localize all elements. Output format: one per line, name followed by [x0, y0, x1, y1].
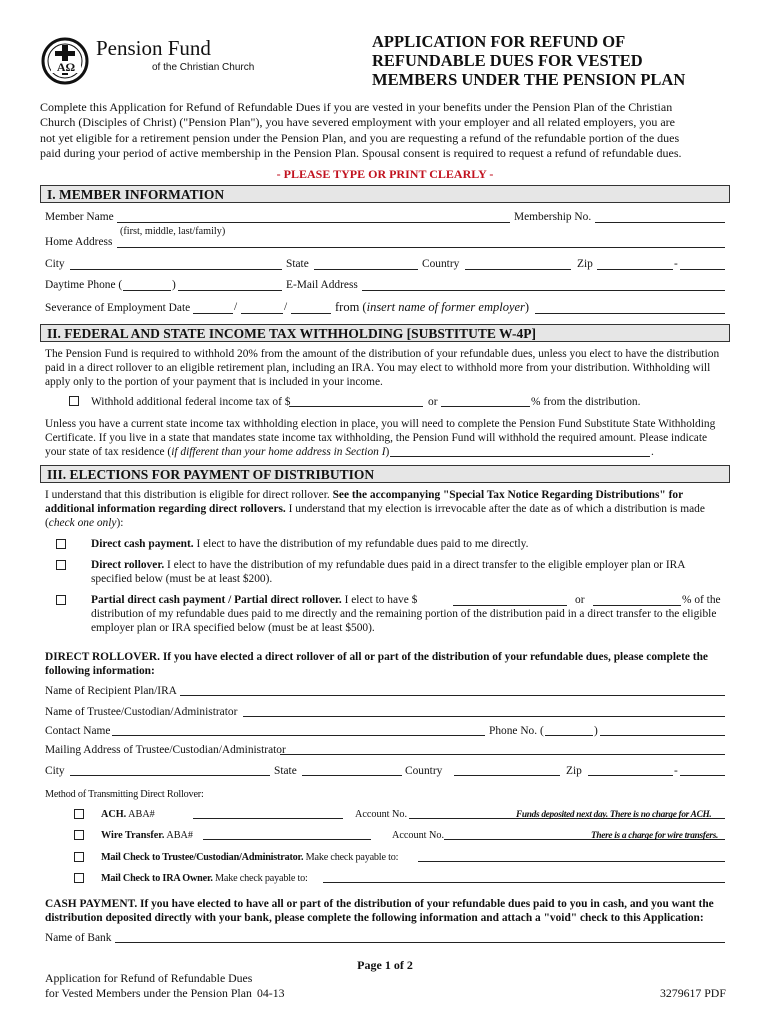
ach-aba-field[interactable]: [193, 818, 343, 819]
elections-text: (: [45, 517, 49, 530]
state-withholding-line: Certificate. If you live in a state that mandates state income tax withholding, the Pension Fund will withhold the required amount. Please indicate: [45, 432, 708, 445]
mail-check-ira-label: [101, 871, 308, 886]
rollover-zip-ext-field[interactable]: [680, 775, 725, 776]
mail-check-trustee-checkbox[interactable]: [74, 852, 84, 862]
wire-aba-field[interactable]: [203, 839, 371, 840]
rollover-city-field[interactable]: [70, 775, 270, 776]
state-field[interactable]: [314, 269, 418, 270]
option-text: I elect to have the distribution of my refundable dues paid in a direct transfer to the eligible employer plan or IRA: [164, 559, 686, 571]
member-name-hint: (first, middle, last/family): [120, 226, 226, 237]
home-address-label: Home Address: [45, 236, 113, 248]
mail-check-ira-checkbox[interactable]: [74, 873, 84, 883]
withhold-percent-field[interactable]: [441, 406, 530, 407]
withhold-additional-label: Withhold additional federal income tax of $: [91, 396, 291, 408]
mailing-address-field[interactable]: [280, 754, 725, 755]
partial-or: or: [575, 594, 585, 606]
date-slash: /: [234, 301, 238, 313]
contact-name-label: Contact Name: [45, 725, 111, 737]
country-label: Country: [422, 258, 460, 270]
phone-label: Phone No. (: [489, 725, 544, 737]
country-field[interactable]: [465, 269, 571, 270]
rollover-country-label: Country: [405, 765, 443, 777]
tax-residence-close: ): [385, 446, 390, 459]
zip-label: Zip: [577, 258, 593, 270]
withhold-percent-label: % from the distribution.: [531, 396, 641, 408]
severance-day-field[interactable]: [241, 313, 283, 314]
rollover-country-field[interactable]: [454, 775, 560, 776]
direct-rollover-heading: [45, 650, 708, 678]
mail-check-ira-field[interactable]: [323, 882, 725, 883]
bank-name-label: Name of Bank: [45, 932, 112, 944]
former-employer-label: [335, 300, 529, 315]
member-name-label: Member Name: [45, 211, 114, 223]
mail-ira-text: Make check payable to:: [212, 873, 308, 884]
phone-number-field[interactable]: [178, 290, 282, 291]
option-line: distribution of my refundable dues paid to me directly and the remaining portion of the distribution paid in a direct transfer to the eligible: [91, 608, 717, 621]
option-text: I elect to have the distribution of my refundable dues paid to me directly.: [193, 538, 529, 550]
elections-text: I understand that this distribution is eligible for direct rollover.: [45, 489, 333, 501]
option-line: specified below (must be at least $200).: [91, 573, 273, 586]
withhold-additional-checkbox[interactable]: [69, 396, 79, 406]
elections-line: [45, 488, 705, 502]
direct-cash-payment-option: [91, 537, 528, 552]
intro-line: not yet eligible for a retirement pension under the Pension Plan, and you are requesting a refund of the refundable portion of the dues: [40, 130, 680, 145]
wire-label: [101, 828, 193, 843]
severance-label: Severance of Employment Date: [45, 302, 191, 314]
recipient-plan-field[interactable]: [180, 695, 725, 696]
from-close: ): [524, 300, 530, 314]
trustee-name-field[interactable]: [243, 716, 725, 717]
rollover-phone-number-field[interactable]: [600, 735, 725, 736]
elections-italic: check one only: [48, 517, 117, 530]
tax-residence-period: .: [651, 446, 654, 458]
elections-line: [45, 502, 705, 516]
email-field[interactable]: [362, 290, 725, 291]
withhold-amount-field[interactable]: [289, 406, 423, 407]
partial-percent-field[interactable]: [593, 605, 681, 606]
ach-aba: ABA#: [126, 809, 155, 820]
elections-text: I understand that my election is irrevocable after the date as of which a distribution is made: [285, 503, 705, 516]
withholding-line: The Pension Fund is required to withhold 20% from the amount of the distribution of your refundable dues, unless you elect to have the distribution: [45, 348, 720, 360]
partial-amount-field[interactable]: [453, 605, 567, 606]
method-label: Method of Transmitting Direct Rollover:: [45, 789, 204, 800]
wire-note: There is a charge for wire transfers.: [591, 831, 719, 841]
logo: [40, 36, 280, 84]
email-label: E-Mail Address: [286, 279, 358, 291]
bank-name-field[interactable]: [115, 942, 725, 943]
ach-account-label: Account No.: [355, 809, 408, 820]
ach-note: Funds deposited next day. There is no charge for ACH.: [516, 810, 712, 820]
intro-line: Church (Disciples of Christ) ("Pension Plan"), you have severed employment with your employer and all related employers, you are: [40, 115, 675, 130]
cash-heading-line: distribution deposited directly with your bank, please complete the following information and attach a "void" check to this Application:: [45, 912, 704, 925]
title-line-3: MEMBERS UNDER THE PENSION PLAN: [372, 70, 686, 89]
option-text: I elect to have $: [341, 594, 418, 606]
rollover-heading-line: DIRECT ROLLOVER. If you have elected a direct rollover of all or part of the distribution of your refundable dues, please complete the: [45, 651, 708, 663]
membership-no-label: Membership No.: [514, 211, 592, 223]
zip-field[interactable]: [597, 269, 673, 270]
home-address-field[interactable]: [117, 247, 725, 248]
page-number: Page 1 of 2: [357, 958, 413, 972]
mailing-address-label: Mailing Address of Trustee/Custodian/Administrator: [45, 744, 286, 756]
mail-check-text: Make check payable to:: [303, 852, 399, 863]
option-title: Direct rollover.: [91, 559, 165, 571]
severance-year-field[interactable]: [291, 313, 331, 314]
phone-paren: ): [172, 279, 176, 291]
elections-line: [45, 516, 705, 530]
rollover-state-label: State: [274, 765, 297, 777]
state-withholding-line: [45, 445, 715, 459]
print-notice: - PLEASE TYPE OR PRINT CLEARLY -: [276, 167, 494, 181]
option-title: Partial direct cash payment / Partial direct rollover.: [91, 594, 342, 606]
ach-checkbox[interactable]: [74, 809, 84, 819]
tax-residence-label: your state of tax residence (: [45, 446, 172, 459]
from-label: from (: [335, 300, 367, 314]
footer-title-1: Application for Refund of Refundable Dues: [45, 971, 253, 985]
option-title: Direct cash payment.: [91, 538, 194, 550]
withholding-paragraph: [45, 347, 719, 390]
title-line-2: REFUNDABLE DUES FOR VESTED: [372, 51, 643, 70]
document-title: [372, 32, 685, 89]
option-line: [91, 558, 685, 572]
phone-area-field[interactable]: [123, 290, 171, 291]
logo-name: Pension Fund: [96, 36, 211, 60]
intro-paragraph: [40, 100, 730, 161]
title-line-1: APPLICATION FOR REFUND OF: [372, 32, 626, 51]
footer-date: 04-13: [257, 986, 285, 1000]
elections-paragraph: [45, 488, 705, 531]
membership-no-field[interactable]: [595, 222, 725, 223]
mail-check-title: Mail Check to Trustee/Custodian/Administrator.: [101, 852, 304, 863]
cash-heading-line: CASH PAYMENT. If you have elected to have all or part of the distribution of your refundable dues paid to you in cash, and you want the: [45, 898, 714, 910]
section-2-heading: II. FEDERAL AND STATE INCOME TAX WITHHOLDING [SUBSTITUTE W-4P]: [40, 324, 730, 342]
mail-check-trustee-label: [101, 850, 398, 865]
contact-name-field[interactable]: [112, 735, 485, 736]
phone-paren: ): [594, 725, 598, 737]
from-italic: insert name of former employer: [366, 300, 525, 314]
withholding-line: paid in a direct rollover to an eligible retirement plan, including an IRA. You may elect to withhold more from your distribution. Withholding will: [45, 362, 711, 375]
intro-line: Complete this Application for Refund of Refundable Dues if you are vested in your benefits under the Pension Plan of the Christian: [40, 100, 673, 114]
ach-label: [101, 807, 155, 822]
option-line: employer plan or IRA specified below (must be at least $500).: [91, 622, 375, 635]
partial-payment-checkbox[interactable]: [56, 595, 66, 605]
withholding-line: apply only to the portion of your payment that is included in your income.: [45, 376, 383, 389]
logo-sub: of the Christian Church: [152, 62, 255, 73]
state-withholding-line: Unless you have a current state income tax withholding election in place, you will need to complete the Pension Fund Substitute State Withholding: [45, 418, 716, 430]
state-label: State: [286, 258, 309, 270]
wire-title: Wire Transfer.: [101, 830, 165, 841]
direct-rollover-checkbox[interactable]: [56, 560, 66, 570]
former-employer-field[interactable]: [535, 313, 725, 314]
direct-rollover-option: [91, 558, 685, 586]
elections-bold: additional information regarding direct rollovers.: [45, 503, 286, 516]
ach-title: ACH.: [101, 809, 127, 820]
logo-symbol: AΩ: [51, 61, 81, 73]
elections-bold: See the accompanying "Special Tax Notice Regarding Distributions" for: [332, 489, 684, 501]
member-name-field[interactable]: [117, 222, 510, 223]
state-withholding-paragraph: [45, 417, 715, 460]
direct-cash-payment-checkbox[interactable]: [56, 539, 66, 549]
elections-text: ):: [116, 517, 124, 530]
cash-payment-heading: [45, 897, 714, 925]
intro-line: paid during your period of active membership in the Pension Plan. Spousal consent is required to request a refund of refundable dues.: [40, 145, 682, 160]
trustee-name-label: Name of Trustee/Custodian/Administrator: [45, 706, 238, 718]
partial-percent-label: % of the: [682, 594, 721, 606]
recipient-plan-label: Name of Recipient Plan/IRA: [45, 685, 177, 697]
rollover-phone-area-field[interactable]: [545, 735, 593, 736]
date-slash: /: [284, 301, 288, 313]
zip-dash: -: [674, 765, 678, 777]
zip-ext-field[interactable]: [680, 269, 725, 270]
city-field[interactable]: [70, 269, 282, 270]
mail-check-trustee-field[interactable]: [418, 861, 725, 862]
rollover-heading-line: following information:: [45, 665, 155, 678]
severance-month-field[interactable]: [193, 313, 233, 314]
withhold-or: or: [428, 396, 438, 408]
footer-form-code: 3279617 PDF: [660, 986, 726, 1000]
rollover-zip-label: Zip: [566, 765, 582, 777]
daytime-phone-label: Daytime Phone (: [45, 279, 123, 291]
rollover-zip-field[interactable]: [588, 775, 673, 776]
wire-aba: ABA#: [164, 830, 193, 841]
rollover-state-field[interactable]: [302, 775, 402, 776]
city-label: City: [45, 258, 65, 270]
wire-account-label: Account No.: [392, 830, 445, 841]
footer-title-2: for Vested Members under the Pension Plan: [45, 986, 252, 1000]
wire-transfer-checkbox[interactable]: [74, 830, 84, 840]
section-1-heading: I. MEMBER INFORMATION: [40, 185, 730, 203]
rollover-city-label: City: [45, 765, 65, 777]
tax-residence-field[interactable]: [390, 456, 650, 457]
partial-payment-option: [91, 593, 716, 636]
tax-residence-italic: if different than your home address in Section I: [171, 446, 386, 459]
section-3-heading: III. ELECTIONS FOR PAYMENT OF DISTRIBUTION: [40, 465, 730, 483]
mail-ira-title: Mail Check to IRA Owner.: [101, 873, 213, 884]
zip-dash: -: [674, 258, 678, 270]
